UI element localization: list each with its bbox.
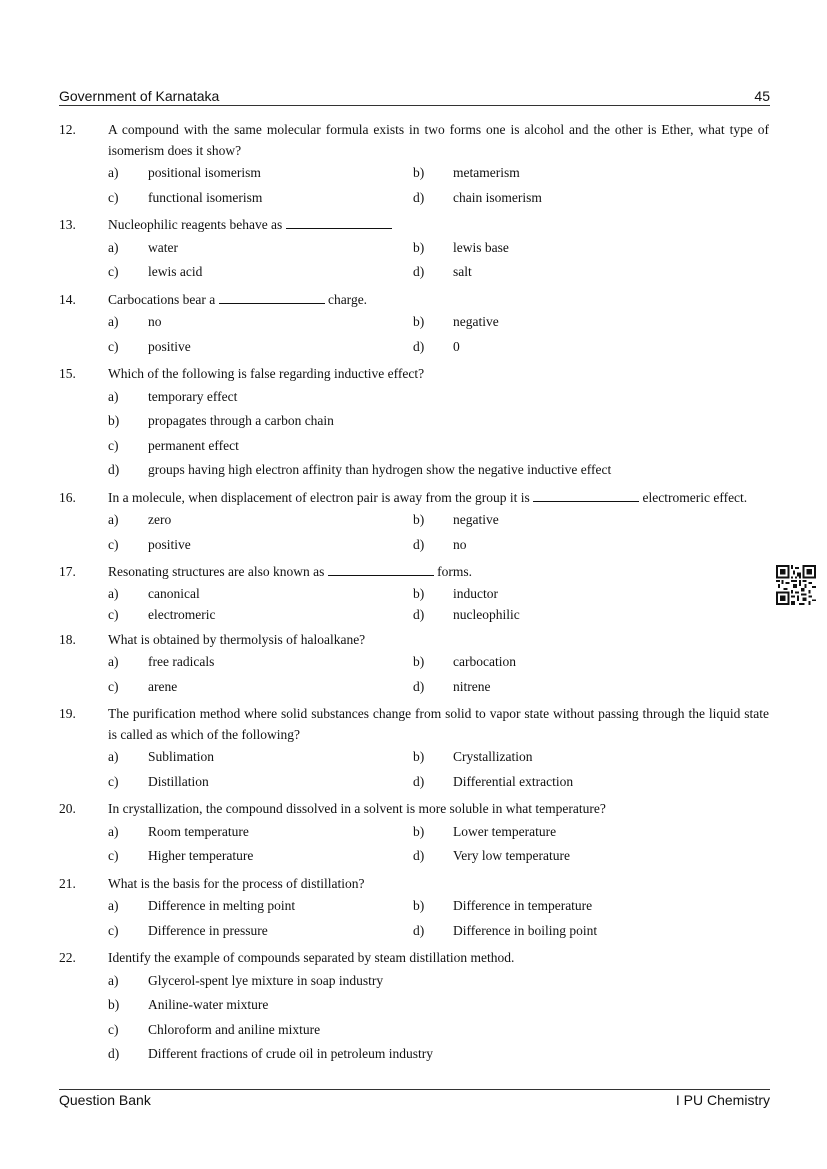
question-number: 21. [59, 875, 76, 891]
options [108, 650, 769, 699]
option-b: b) propagates through a carbon chain [108, 413, 334, 428]
question-number: 18. [59, 631, 76, 647]
question-text: The purification method where solid substances change from solid to vapor state without passing through the liquid state is called as which of the following? [108, 706, 769, 742]
option-a: a) positional isomerism [108, 165, 261, 180]
question-text: Which of the following is false regarding inductive effect? [108, 366, 425, 381]
option-d: d) salt [413, 264, 472, 279]
question-text: Carbocations bear a charge. [108, 291, 368, 307]
option-b: b) Crystallization [413, 749, 533, 764]
option-d: d) chain isomerism [413, 189, 542, 205]
option-b: b) carbocation [413, 654, 516, 669]
option-c: c) positive [108, 536, 191, 552]
option-c: c) Difference in pressure [108, 922, 268, 938]
question-14 [59, 290, 769, 360]
footer-left: Question Bank [59, 1092, 151, 1108]
question-text: Identify the example of compounds separated by steam distillation method. [108, 950, 515, 965]
page-number: 45 [754, 88, 770, 104]
option-c: c) Higher temperature [108, 848, 254, 863]
options [108, 820, 769, 869]
option-b: b) lewis base [413, 239, 509, 255]
option-d: d) Difference in boiling point [413, 922, 598, 938]
header-title: Government of Karnataka [59, 88, 220, 104]
question-number: 16. [59, 489, 76, 505]
option-a: a) Glycerol-spent lye mixture in soap industry [108, 972, 384, 988]
option-c: c) permanent effect [108, 437, 239, 453]
fill-blank [328, 563, 434, 576]
option-a: a) zero [108, 512, 172, 527]
option-a: a) water [108, 239, 178, 255]
question-text: Resonating structures are also known as forms. [108, 564, 472, 579]
options [108, 969, 769, 1067]
option-b: b) Difference in temperature [413, 898, 593, 913]
option-d: d) nitrene [413, 678, 491, 694]
option-a: a) temporary effect [108, 388, 238, 404]
question-16 [59, 488, 769, 558]
question-text: What is obtained by thermolysis of haloalkane? [108, 631, 366, 647]
header-rule [59, 105, 770, 106]
question-number: 12. [59, 122, 76, 137]
options [108, 745, 769, 794]
option-d: d) nucleophilic [413, 606, 520, 622]
option-b: b) Aniline-water mixture [108, 997, 269, 1012]
option-a: a) Difference in melting point [108, 898, 296, 913]
question-number: 20. [59, 801, 76, 816]
question-number: 13. [59, 217, 76, 232]
question-number: 17. [59, 564, 76, 579]
question-number: 14. [59, 291, 76, 307]
question-list [59, 120, 769, 1072]
question-number: 15. [59, 366, 76, 381]
option-d: d) no [413, 536, 467, 552]
option-a: a) Sublimation [108, 749, 215, 764]
options [108, 583, 769, 625]
option-b: b) negative [413, 314, 499, 329]
question-13 [59, 215, 769, 285]
option-a: a) free radicals [108, 654, 215, 669]
question-text: A compound with the same molecular formula exists in two forms one is alcohol and the other is Ether, what type of isomerism does it show? [108, 122, 769, 158]
options [108, 161, 769, 210]
options [108, 894, 769, 943]
option-d: d) groups having high electron affinity than hydrogen show the negative inductive effect [108, 462, 612, 477]
option-c: c) arene [108, 678, 178, 694]
fill-blank [219, 291, 325, 304]
question-text: In crystallization, the compound dissolved in a solvent is more soluble in what temperature? [108, 801, 606, 816]
options [108, 385, 769, 483]
question-20 [59, 799, 769, 869]
question-text: In a molecule, when displacement of electron pair is away from the group it is electromeric effect. [108, 489, 748, 505]
option-d: d) Very low temperature [413, 848, 570, 863]
option-c: c) electromeric [108, 606, 216, 622]
footer-right: I PU Chemistry [675, 1092, 770, 1108]
option-d: d) Differential extraction [413, 773, 574, 789]
option-d: d) 0 [413, 338, 460, 354]
fill-blank [533, 489, 639, 502]
option-d: d) Different fractions of crude oil in petroleum industry [108, 1046, 434, 1061]
option-b: b) negative [413, 512, 499, 527]
question-21 [59, 874, 769, 944]
option-b: b) metamerism [413, 165, 520, 180]
page-header [59, 88, 770, 106]
question-18 [59, 630, 769, 700]
question-text: What is the basis for the process of distillation? [108, 875, 365, 891]
option-b: b) Lower temperature [413, 823, 557, 839]
option-a: a) canonical [108, 585, 200, 601]
options [108, 508, 769, 557]
option-a: a) no [108, 314, 162, 329]
question-15 [59, 364, 769, 483]
options [108, 236, 769, 285]
question-19 [59, 704, 769, 794]
option-a: a) Room temperature [108, 823, 249, 839]
option-c: c) lewis acid [108, 264, 203, 279]
question-number: 19. [59, 706, 76, 721]
option-c: c) Chloroform and aniline mixture [108, 1021, 321, 1037]
option-c: c) functional isomerism [108, 189, 263, 205]
fill-blank [286, 216, 392, 229]
footer-rule [59, 1089, 770, 1090]
question-text: Nucleophilic reagents behave as [108, 215, 769, 236]
question-number: 22. [59, 950, 76, 965]
page-footer [59, 1092, 770, 1110]
qr-code-icon [776, 565, 816, 605]
question-12 [59, 120, 769, 210]
options [108, 310, 769, 359]
option-b: b) inductor [413, 585, 498, 601]
option-c: c) Distillation [108, 773, 209, 789]
question-17 [59, 562, 769, 625]
question-22 [59, 948, 769, 1067]
option-c: c) positive [108, 338, 191, 354]
